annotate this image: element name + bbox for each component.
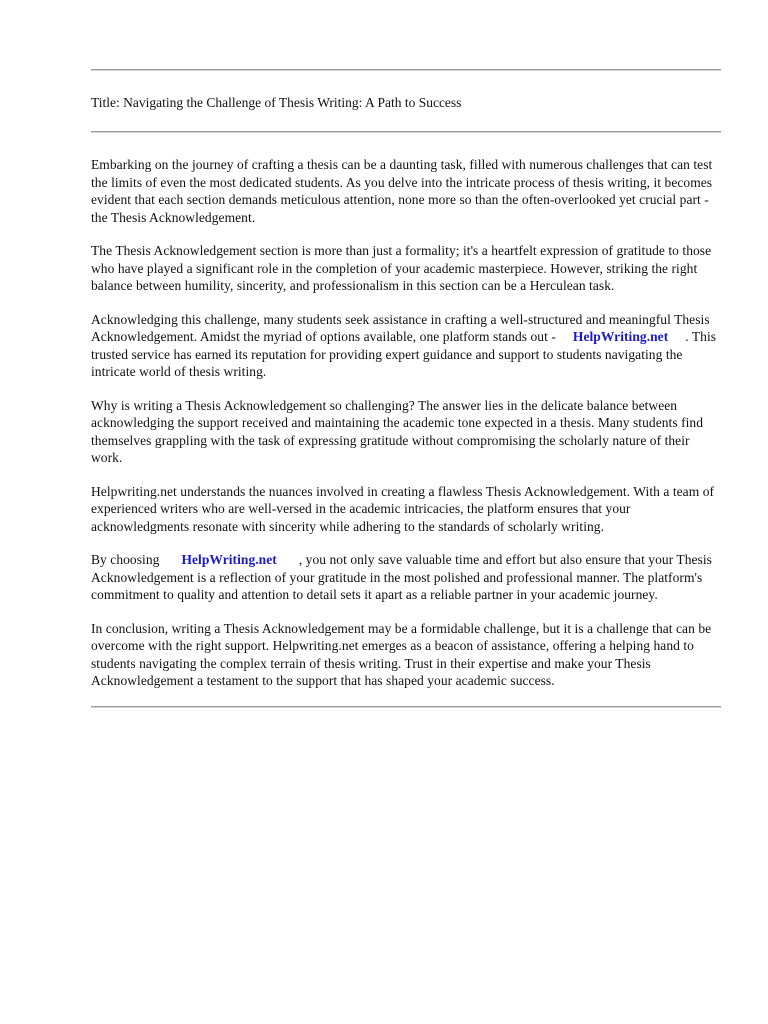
paragraph-text-after-link: , you not only save valuable time and effort but also ensure that your Thesis Acknowledgement is a reflection of your gratitude in the most polished and professional manner. The platform's commitment to quality and attention to detail sets it apart as a reliable partner in your academic journey.	[91, 552, 712, 602]
paragraph-text-after-link: . This trusted service has earned its reputation for providing expert guidance and support to students navigating the intricate world of thesis writing.	[91, 329, 717, 379]
paragraph-helpwriting-nuances: Helpwriting.net understands the nuances involved in creating a flawless Thesis Acknowledgement. With a team of experienced writers who are well-versed in the academic intricacies, the platform ensures that your acknowledgments resonate with sincerity while adhering to the standards of scholarly writing.	[91, 483, 715, 534]
paragraph-text-before-link: By choosing	[91, 552, 160, 567]
paragraph-by-choosing	[91, 551, 721, 604]
top-divider	[91, 69, 721, 71]
paragraph-acknowledgement-section: The Thesis Acknowledgement section is more than just a formality; it's a heartfelt expression of gratitude to those who have played a significant role in the completion of your academic masterpiece. However, striking the right balance between humility, sincerity, and professionalism in this section can be a Herculean task.	[91, 243, 712, 293]
document-body	[91, 156, 721, 690]
document-title: Title: Navigating the Challenge of Thesis Writing: A Path to Success	[91, 95, 462, 110]
title-divider	[91, 131, 721, 133]
paragraph-text-before-link: Acknowledging this challenge, many students seek assistance in crafting a well-structured and meaningful Thesis Acknowledgement. Amidst the myriad of options available, one platform stands out -	[91, 311, 710, 344]
paragraph-conclusion: In conclusion, writing a Thesis Acknowledgement may be a formidable challenge, but it is a challenge that can be overcome with the right support. Helpwriting.net emerges as a beacon of assistance, offering a helping hand to students navigating the complex terrain of thesis writing. Trust in their expertise and make your Thesis Acknowledgement a testament to the support that has shaped your academic success.	[91, 620, 712, 688]
paragraph-why-challenging: Why is writing a Thesis Acknowledgement so challenging? The answer lies in the delicate balance between acknowledging the support received and maintaining the academic tone expected in a thesis. Many students find themselves grappling with the task of expressing gratitude without compromising the scholarly nature of their work.	[91, 397, 704, 465]
paragraph-seeking-assistance	[91, 311, 721, 381]
helpwriting-link[interactable]: HelpWriting.net	[572, 329, 669, 344]
document-page	[91, 0, 721, 708]
bottom-divider	[91, 706, 721, 708]
helpwriting-link[interactable]: HelpWriting.net	[181, 552, 277, 567]
paragraph-intro: Embarking on the journey of crafting a thesis can be a daunting task, filled with numerous challenges that can test the limits of even the most dedicated students. As you delve into the intricate process of thesis writing, it becomes evident that each section demands meticulous attention, none more so than the often-overlooked yet crucial part - the Thesis Acknowledgement.	[91, 157, 713, 225]
